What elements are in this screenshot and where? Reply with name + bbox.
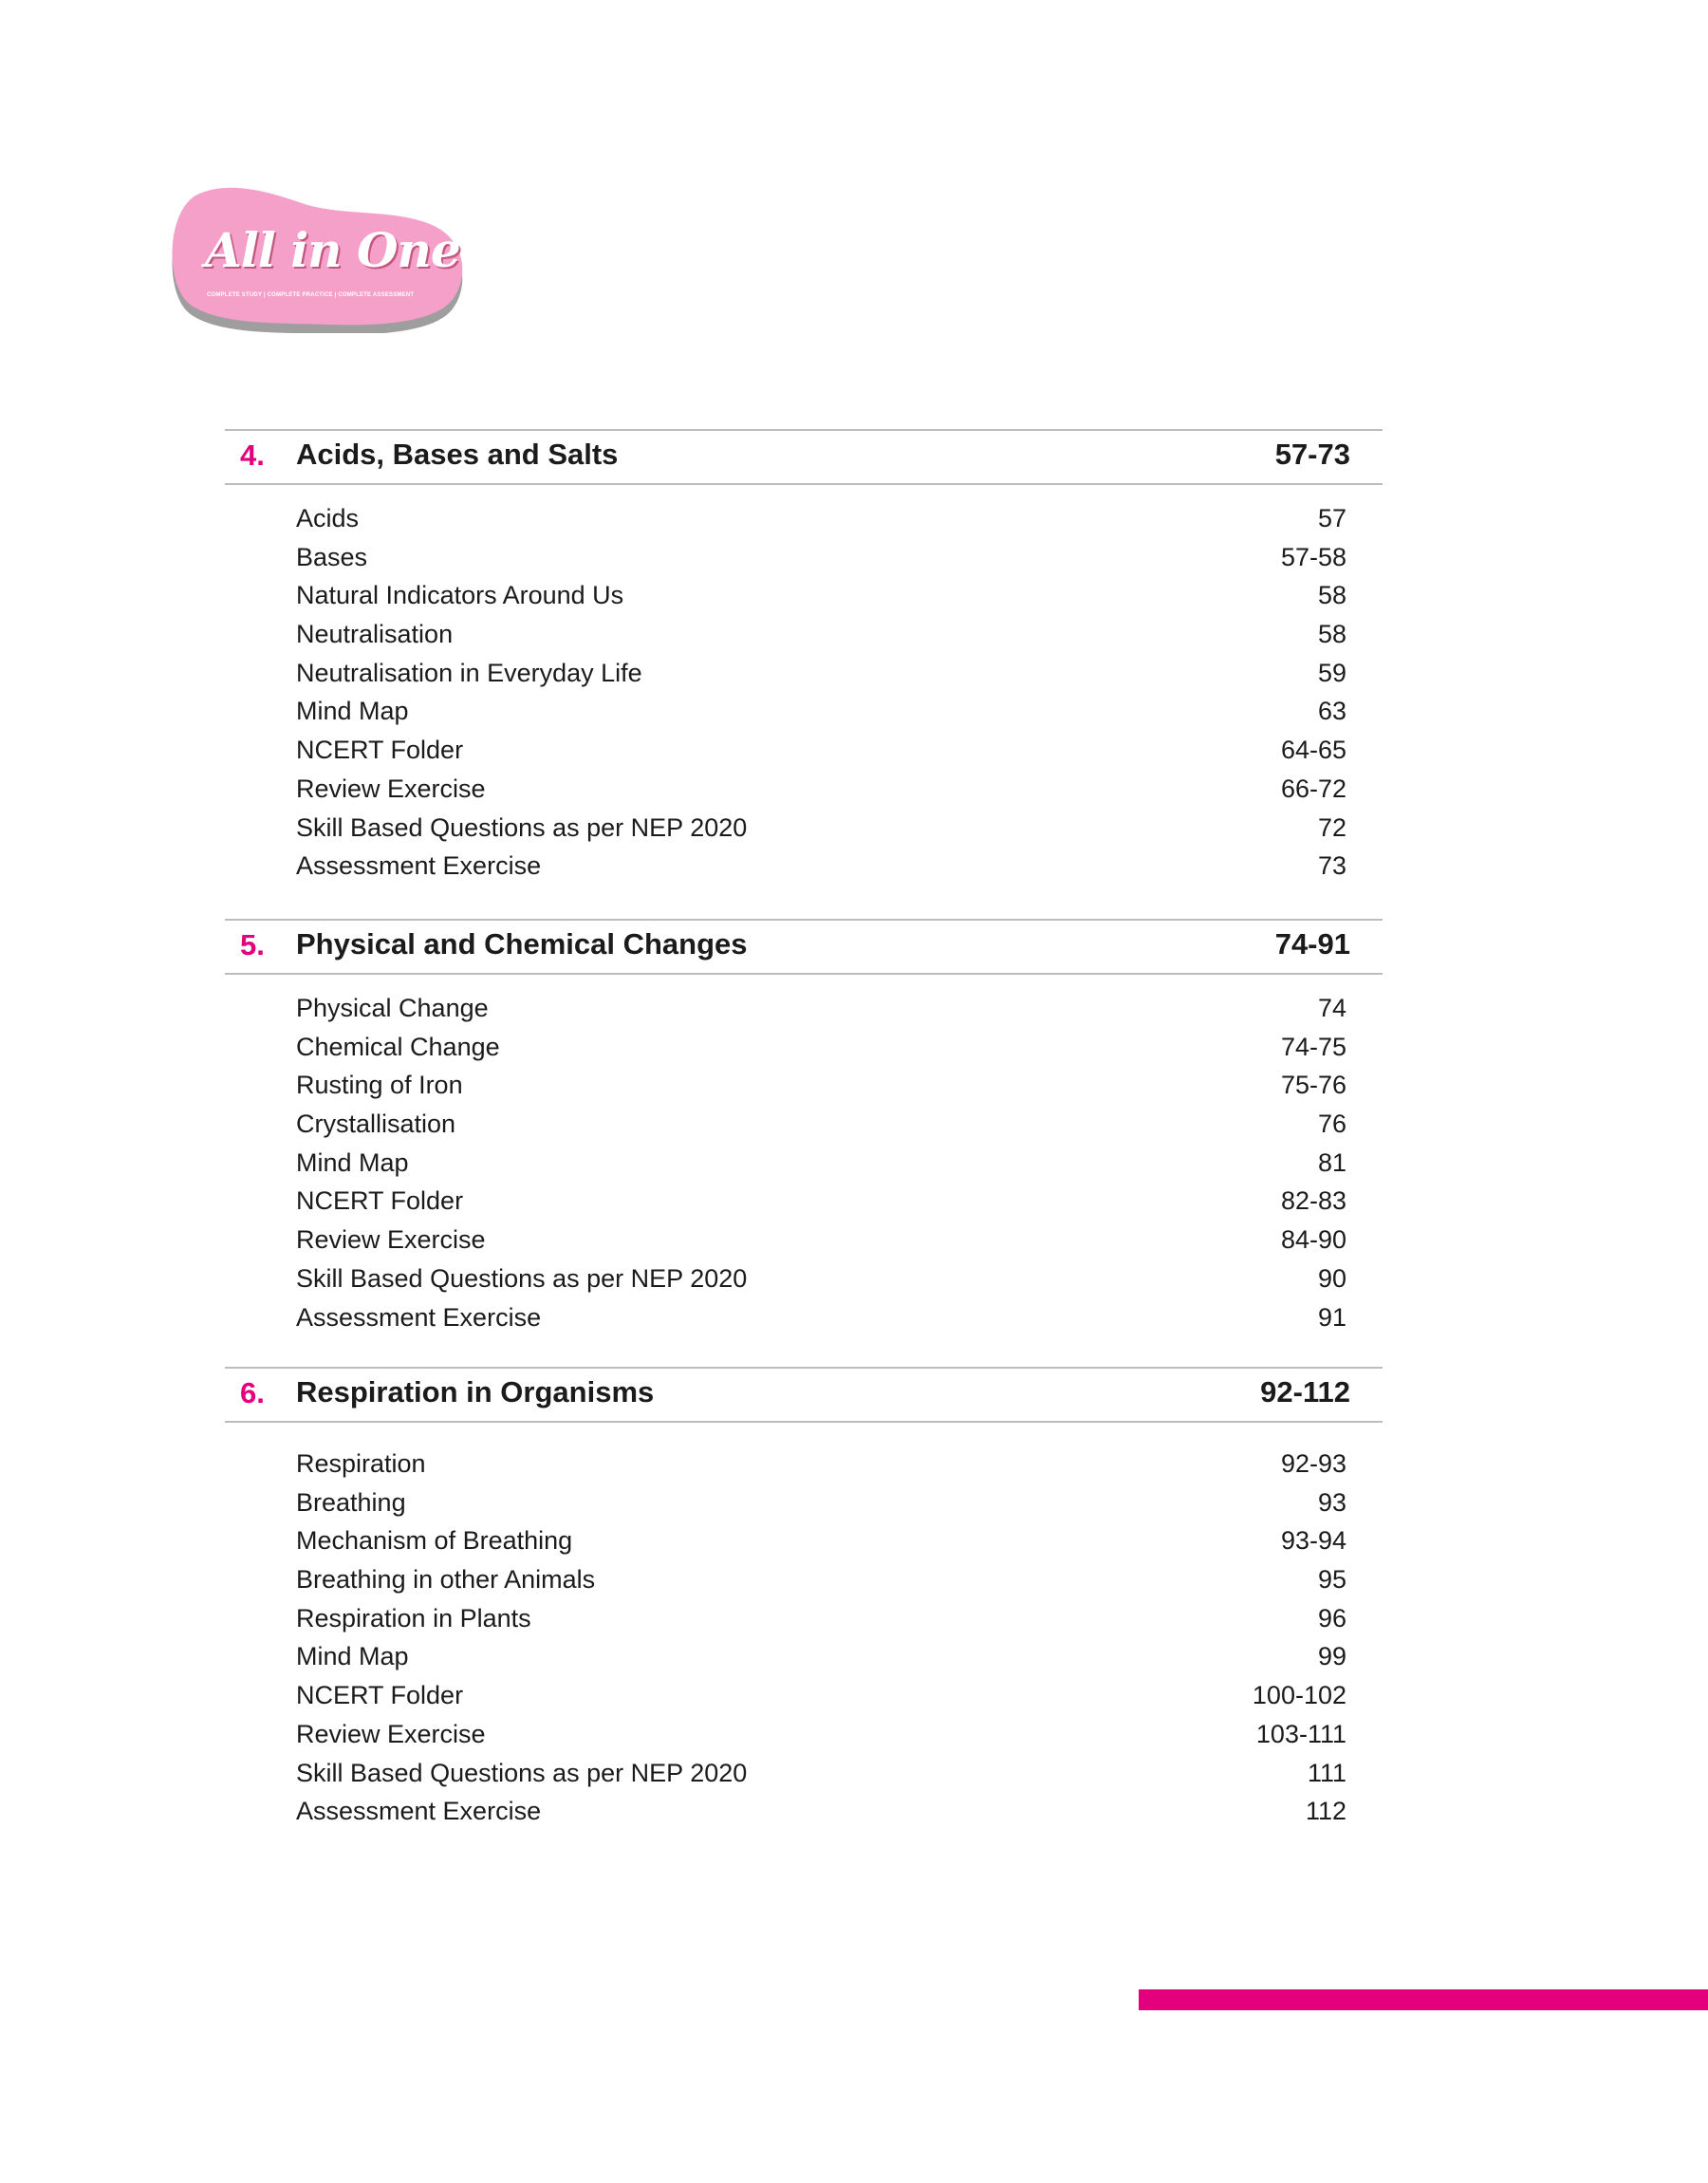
topic-row [225,1716,1383,1755]
topic-row [225,732,1383,771]
topic-page-range: 59 [1317,658,1346,687]
topic-row [225,1638,1383,1677]
topic-row [225,1260,1383,1299]
topic-title: Physical Change [296,994,489,1022]
topic-title: Review Exercise [296,774,486,803]
topic-title: Assessment Exercise [296,851,542,881]
topic-title: Breathing [296,1487,406,1517]
topic-page-range: 57-58 [1280,542,1346,571]
topic-list [225,990,1383,1337]
topic-row [225,1677,1383,1716]
topic-title: Neutralisation [296,620,454,649]
topic-row [225,1522,1383,1561]
chapter-section [225,919,1383,1337]
topic-page-range: 64-65 [1280,736,1346,765]
chapter-page-range: 57-73 [1274,438,1350,471]
topic-title: Review Exercise [296,1719,486,1748]
topic-page-range: 91 [1317,1302,1346,1332]
topic-page-range: 57 [1317,504,1346,532]
topic-row [225,1222,1383,1260]
topic-row [225,990,1383,1029]
topic-title: Respiration in Plants [296,1603,531,1633]
topic-page-range: 58 [1317,581,1346,610]
topic-title: Skill Based Questions as per NEP 2020 [296,812,748,842]
topic-page-range: 93 [1317,1487,1346,1517]
topic-title: NCERT Folder [296,1681,464,1710]
topic-page-range: 74 [1317,994,1346,1022]
topic-page-range: 112 [1305,1797,1346,1826]
topic-row [225,1561,1383,1600]
logo-tagline: COMPLETE STUDY | COMPLETE PRACTICE | COMPLETE ASSESSMENT [207,292,415,298]
chapter-title: Physical and Chemical Changes [296,927,748,961]
topic-page-range: 93-94 [1280,1526,1346,1556]
topic-page-range: 82-83 [1280,1186,1346,1216]
chapter-page-range: 92-112 [1260,1375,1350,1409]
brand-logo [169,186,471,333]
topic-row [225,1029,1383,1068]
topic-title: Acids [296,504,360,532]
topic-row [225,577,1383,616]
topic-title: Bases [296,542,368,571]
topic-row [225,1299,1383,1338]
topic-page-range: 75-76 [1280,1071,1346,1100]
topic-page-range: 66-72 [1280,774,1346,803]
topic-title: Mind Map [296,1147,409,1177]
chapter-number: 4. [240,438,265,472]
chapter-section [225,429,1383,886]
topic-row [225,1106,1383,1145]
topic-row [225,616,1383,655]
topic-page-range: 84-90 [1280,1225,1346,1255]
topic-page-range: 103-111 [1255,1719,1346,1748]
topic-title: Breathing in other Animals [296,1565,596,1595]
topic-page-range: 100-102 [1252,1681,1346,1710]
topic-title: Rusting of Iron [296,1071,463,1100]
topic-page-range: 90 [1317,1263,1346,1293]
topic-title: NCERT Folder [296,736,464,765]
topic-row [225,1145,1383,1184]
topic-title: NCERT Folder [296,1186,464,1216]
topic-row [225,539,1383,578]
topic-page-range: 95 [1317,1565,1346,1595]
topic-title: Assessment Exercise [296,1302,542,1332]
topic-title: Skill Based Questions as per NEP 2020 [296,1263,748,1293]
topic-page-range: 58 [1317,620,1346,649]
topic-title: Mechanism of Breathing [296,1526,573,1556]
topic-title: Respiration [296,1449,426,1478]
topic-list [225,500,1383,886]
topic-row [225,1793,1383,1832]
chapter-page-range: 74-91 [1274,927,1350,961]
topic-title: Review Exercise [296,1225,486,1255]
topic-row [225,500,1383,539]
accent-bar [1139,1989,1708,2010]
topic-page-range: 73 [1317,851,1346,881]
topic-title: Chemical Change [296,1032,500,1061]
topic-row [225,655,1383,694]
topic-title: Assessment Exercise [296,1797,542,1826]
topic-page-range: 74-75 [1280,1032,1346,1061]
topic-title: Mind Map [296,1642,409,1671]
topic-row [225,1446,1383,1484]
chapter-header [225,429,1383,485]
chapter-title: Acids, Bases and Salts [296,438,619,471]
topic-title: Skill Based Questions as per NEP 2020 [296,1758,748,1787]
chapter-number: 5. [240,928,265,961]
topic-row [225,1067,1383,1106]
topic-page-range: 99 [1317,1642,1346,1671]
topic-row [225,1600,1383,1639]
chapter-section [225,1367,1383,1832]
chapter-number: 6. [240,1376,265,1409]
topic-row [225,848,1383,886]
topic-title: Neutralisation in Everyday Life [296,658,642,687]
topic-page-range: 81 [1317,1147,1346,1177]
chapter-header [225,919,1383,975]
topic-page-range: 76 [1317,1110,1346,1139]
topic-page-range: 92-93 [1280,1449,1346,1478]
topic-row [225,693,1383,732]
topic-page-range: 111 [1307,1758,1346,1787]
chapter-header [225,1367,1383,1423]
topic-page-range: 96 [1317,1603,1346,1633]
topic-title: Mind Map [296,697,409,726]
logo-wordmark: All in One [205,222,460,278]
topic-title: Natural Indicators Around Us [296,581,624,610]
topic-row [225,1755,1383,1794]
topic-list [225,1446,1383,1832]
topic-page-range: 72 [1317,812,1346,842]
chapter-title: Respiration in Organisms [296,1375,655,1409]
topic-row [225,1183,1383,1222]
topic-row [225,1484,1383,1523]
topic-page-range: 63 [1317,697,1346,726]
topic-title: Crystallisation [296,1110,456,1139]
topic-row [225,771,1383,810]
topic-row [225,810,1383,849]
